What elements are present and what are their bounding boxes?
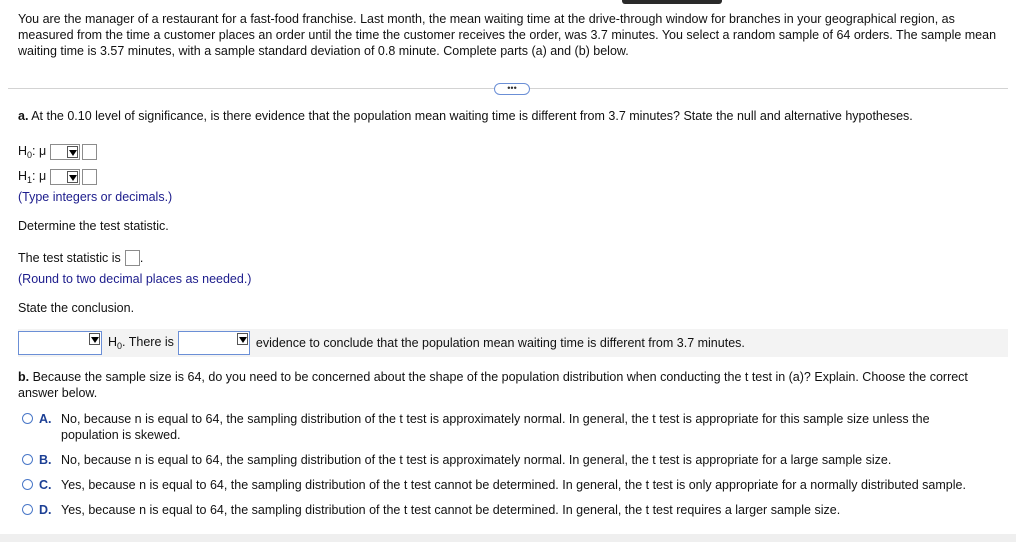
alternative-hypothesis-row: [18, 168, 97, 186]
null-hypothesis-value-input[interactable]: [82, 144, 97, 160]
reject-decision-dropdown[interactable]: [18, 331, 102, 355]
expand-button[interactable]: •••: [494, 83, 530, 95]
determine-test-statistic: Determine the test statistic.: [18, 219, 169, 233]
null-hypothesis-operator-dropdown[interactable]: [50, 144, 80, 160]
radio-button[interactable]: [22, 454, 33, 465]
conclusion-text: evidence to conclude that the population mean waiting time is different from 3.7 minutes.: [255, 336, 745, 350]
answer-option-a[interactable]: A. No, because n is equal to 64, the sampling distribution of the t test is approximately normal. In general, the t test is appropriate for this sample size unless the population is skewed.: [22, 411, 981, 443]
chevron-down-icon: [67, 171, 78, 183]
part-a-question: [18, 109, 913, 123]
conclusion-h0-label: $H_0$. There is: [108, 335, 174, 351]
test-statistic-period: .: [139, 251, 144, 265]
test-statistic-input[interactable]: [125, 250, 140, 266]
evidence-level-dropdown[interactable]: [178, 331, 250, 355]
part-a-text: At the 0.10 level of significance, is there evidence that the population mean waiting time is different from 3.7 minutes? State the null and alternative hypotheses.: [28, 109, 913, 123]
rounding-hint: (Round to two decimal places as needed.): [18, 272, 252, 286]
bottom-bar: [0, 534, 1016, 542]
null-hypothesis-label: $H_0$: μ: [18, 144, 47, 160]
answer-option-b[interactable]: B. No, because n is equal to 64, the sampling distribution of the t test is approximately normal. In general, the t test is appropriate for a large sample size.: [22, 452, 981, 468]
problem-statement: You are the manager of a restaurant for a fast-food franchise. Last month, the mean waiting time at the drive-through window for branches in your geographical region, as measured from the time a customer places an order until the time the customer receives the order, was 3.7 minutes. You select a random sample of 64 orders. The sample mean waiting time is 3.57 minutes, with a sample standard deviation of 0.8 minute. Complete parts (a) and (b) below.: [18, 12, 997, 58]
hypothesis-hint: (Type integers or decimals.): [18, 190, 173, 204]
chevron-down-icon: [67, 146, 78, 158]
chevron-down-icon: [89, 333, 100, 345]
state-conclusion: State the conclusion.: [18, 301, 135, 315]
answer-option-d[interactable]: D. Yes, because n is equal to 64, the sampling distribution of the t test cannot be determined. In general, the t test requires a larger sample size.: [22, 502, 981, 518]
test-statistic-label: The test statistic is: [18, 251, 121, 265]
conclusion-row: [18, 329, 1008, 357]
part-b-letter: b.: [18, 370, 30, 384]
test-statistic-row: [18, 250, 143, 266]
answer-option-c[interactable]: C. Yes, because n is equal to 64, the sampling distribution of the t test cannot be determined. In general, the t test is only appropriate for a normally distributed sample.: [22, 477, 981, 493]
alternative-hypothesis-value-input[interactable]: [82, 169, 97, 185]
alternative-hypothesis-operator-dropdown[interactable]: [50, 169, 80, 185]
radio-button[interactable]: [22, 504, 33, 515]
chevron-down-icon: [237, 333, 248, 345]
part-a-letter: a.: [18, 109, 29, 123]
part-b-question: [18, 369, 1008, 401]
alternative-hypothesis-label: $H_1$: μ: [18, 169, 47, 185]
top-tab-indicator: [622, 0, 722, 4]
radio-button[interactable]: [22, 479, 33, 490]
part-b-text: Because the sample size is 64, do you need to be concerned about the shape of the population distribution when conducting the t test in (a)? Explain. Choose the correct answer below.: [18, 370, 968, 400]
radio-button[interactable]: [22, 413, 33, 424]
null-hypothesis-row: [18, 143, 97, 161]
